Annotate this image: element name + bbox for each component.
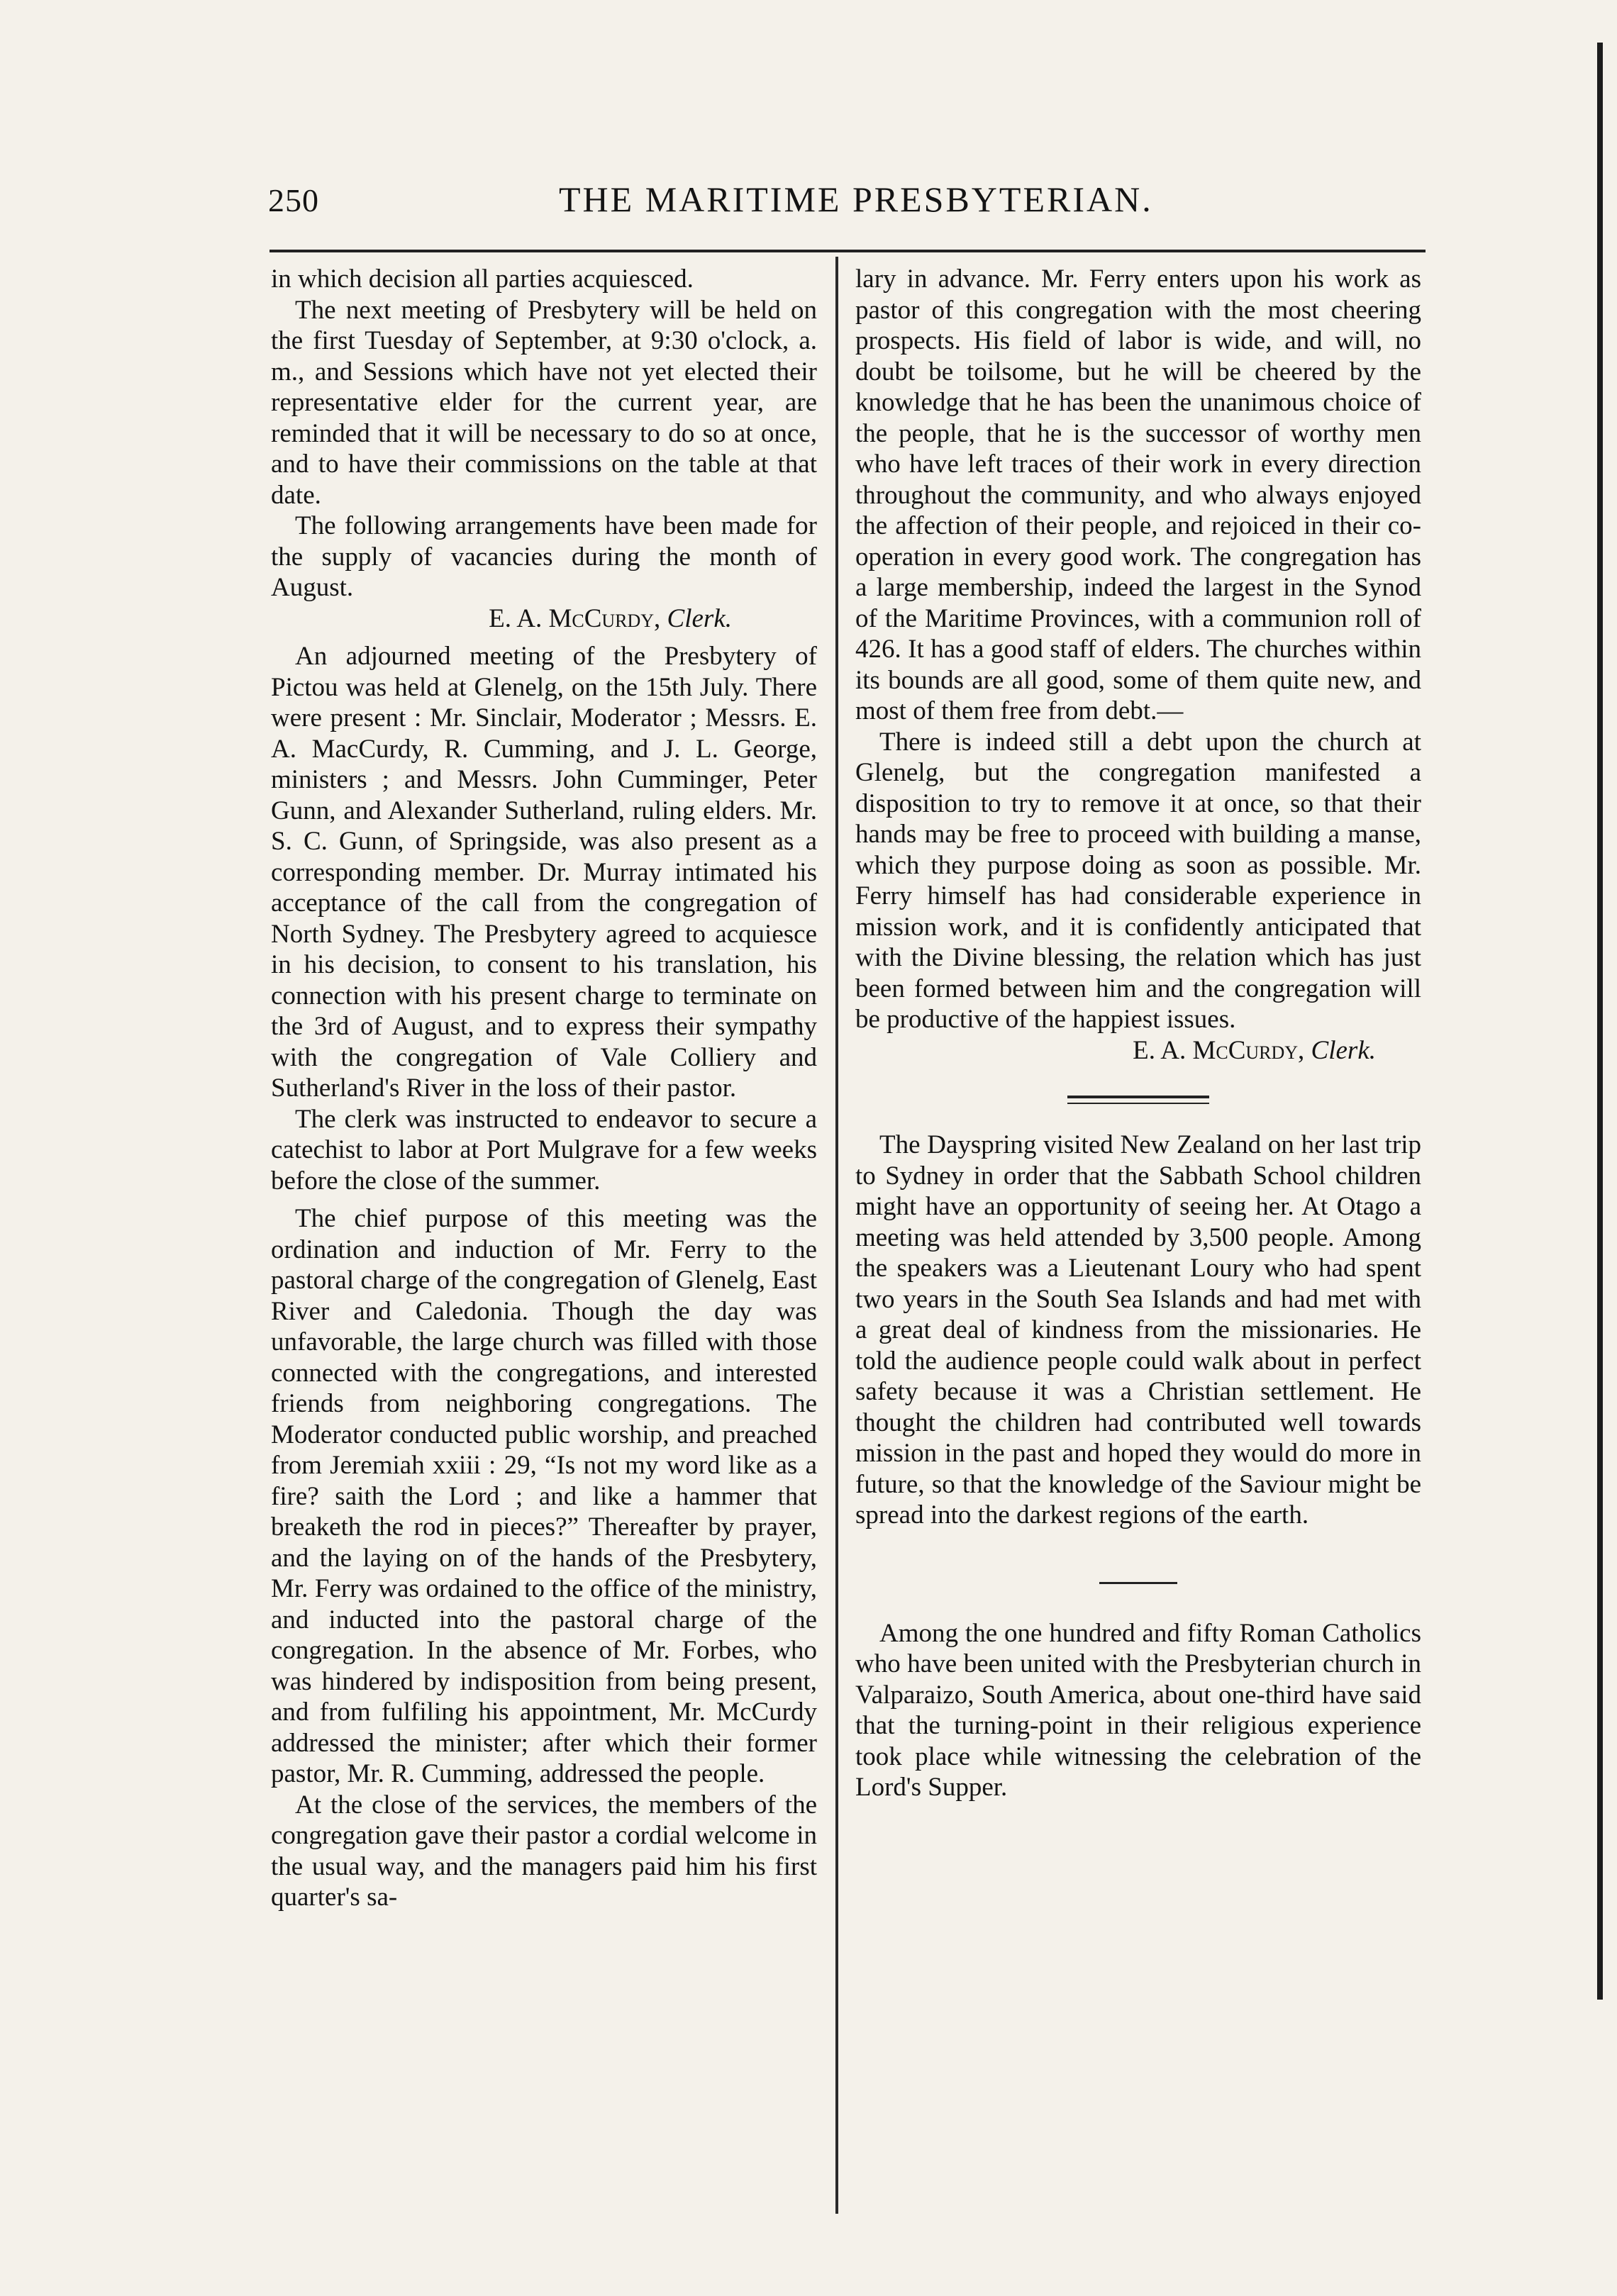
paragraph-adjourned-meeting: An adjourned meeting of the Presbytery of Pictou was held at Glenelg, on the 15th July. There were present : Mr. Sinclair, Moderator ; Messrs. E. A. MacCurdy, R. Cumming, and J. L. George, ministers ; and Messrs. John Cumminger, Peter Gunn, and Alexander Sutherland, ruling elders. Mr. S. C. Gunn, of Springside, was also present as a corresponding member. Dr. Murray intimated his acceptance of the call from the congregation of North Sydney. The Presbytery agreed to acquiesce in his decision, to consent to his translation, his connection with his present charge to terminate on the 3rd of August, and to express their sympathy with the congregation of Vale Colliery and Sutherland's River in the loss of their pastor. [271, 642, 817, 1103]
signature-name: E. A. McCurdy, [489, 603, 661, 633]
paragraph-dayspring: The Dayspring visited New Zealand on her last trip to Sydney in order that the Sabbath School children might have an opportunity of seeing her. At Otago a meeting was held attended by 3,500 people. Among the speakers was a Lieutenant Loury who had spent two years in the South Sea Islands and had met with a great deal of kindness from the missionaries. He told the audience people could walk about in perfect safety because it was a Christian settlement. He thought the children had contributed well towards mission in the past and hoped they would do more in future, so that the knowledge of the Saviour might be spread into the darkest regions of the earth. [855, 1130, 1421, 1529]
signature-title: Clerk. [1311, 1035, 1376, 1065]
clerk-signature-2 [855, 1035, 1376, 1066]
running-title: THE MARITIME PRESBYTERIAN. [559, 179, 1153, 219]
paragraph-roman-catholics: Among the one hundred and fifty Roman Catholics who have been united with the Presbyterian church in Valparaizo, South America, about one-third have said that the turning-point in their religious experience took place while witnessing the celebration of the Lord's Supper. [855, 1618, 1421, 1802]
paragraph-debt: There is indeed still a debt upon the church at Glenelg, but the congregation manifested a disposition to try to remove it at once, so that their hands may be free to proceed with building a manse, which they purpose doing as soon as possible. Mr. Ferry himself has had considerable experience in mission work, and it is confidently anticipated that with the Divine blessing, the relation which has just been formed between him and the congregation will be productive of the happiest issues. [855, 727, 1421, 1034]
paragraph-ordination: The chief purpose of this meeting was the ordination and induction of Mr. Ferry to the pastoral charge of the congregation of Glenelg, East River and Caledonia. Though the day was unfavorable, the large church was filled with those connected with the congregations, and interested friends from neighboring congregations. The Moderator conducted public worship, and preached from Jeremiah xxiii : 29, “Is not my word like as a fire? saith the Lord ; and like a hammer that breaketh the rod in pieces?” Thereafter by prayer, and the laying on of the hands of the Presbytery, Mr. Ferry was ordained to the office of the ministry, and inducted into the pastoral charge of the congregation. In the absence of Mr. Forbes, who was hindered by indisposition from being present, and from fulfiling his appointment, Mr. McCurdy addressed the minister; after which their former pastor, Mr. R. Cumming, addressed the people. [271, 1204, 817, 1788]
right-column [855, 264, 1421, 1803]
column-divider [835, 257, 838, 2214]
paragraph-welcome: At the close of the services, the members of the congregation gave their pastor a cordial welcome in the usual way, and the managers paid him his first quarter's sa- [271, 1790, 817, 1912]
page-number: 250 [268, 182, 319, 218]
section-double-rule [1067, 1096, 1209, 1104]
clerk-signature [271, 603, 732, 635]
paragraph-supply-arrangements: The following arrangements have been made for the supply of vacancies during the month of August. [271, 511, 817, 602]
page-edge-rule [1597, 43, 1603, 2000]
header-rule [270, 250, 1426, 252]
left-column [271, 264, 817, 1913]
paragraph-catechist: The clerk was instructed to endeavor to secure a catechist to labor at Port Mulgrave for a few weeks before the close of the summer. [271, 1104, 817, 1196]
section-short-rule [1099, 1582, 1177, 1584]
paragraph-salary-continuation: lary in advance. Mr. Ferry enters upon his work as pastor of this congregation with the most cheering prospects. His field of labor is wide, and will, no doubt be toilsome, but he will be cheered by the knowledge that he has been the unanimous choice of the people, that he is the successor of worthy men who have left traces of their work in every direction throughout the community, and who always enjoyed the affection of their people, and rejoiced in their co-operation in every good work. The congregation has a large membership, indeed the largest in the Synod of the Maritime Provinces, with a communion roll of 426. It has a good staff of elders. The churches within its bounds are all good, some of them quite new, and most of them free from debt.— [855, 264, 1421, 725]
signature-name: E. A. McCurdy, [1133, 1035, 1305, 1065]
signature-title: Clerk. [667, 603, 732, 633]
paragraph-continuation: in which decision all parties acquiesced. [271, 264, 694, 294]
paragraph-next-meeting: The next meeting of Presbytery will be held on the first Tuesday of September, at 9:30 o'clock, a. m., and Sessions which have not yet elected their representative elder for the current year, are reminded that it will be necessary to do so at once, and to have their commissions on the table at that date. [271, 295, 817, 510]
